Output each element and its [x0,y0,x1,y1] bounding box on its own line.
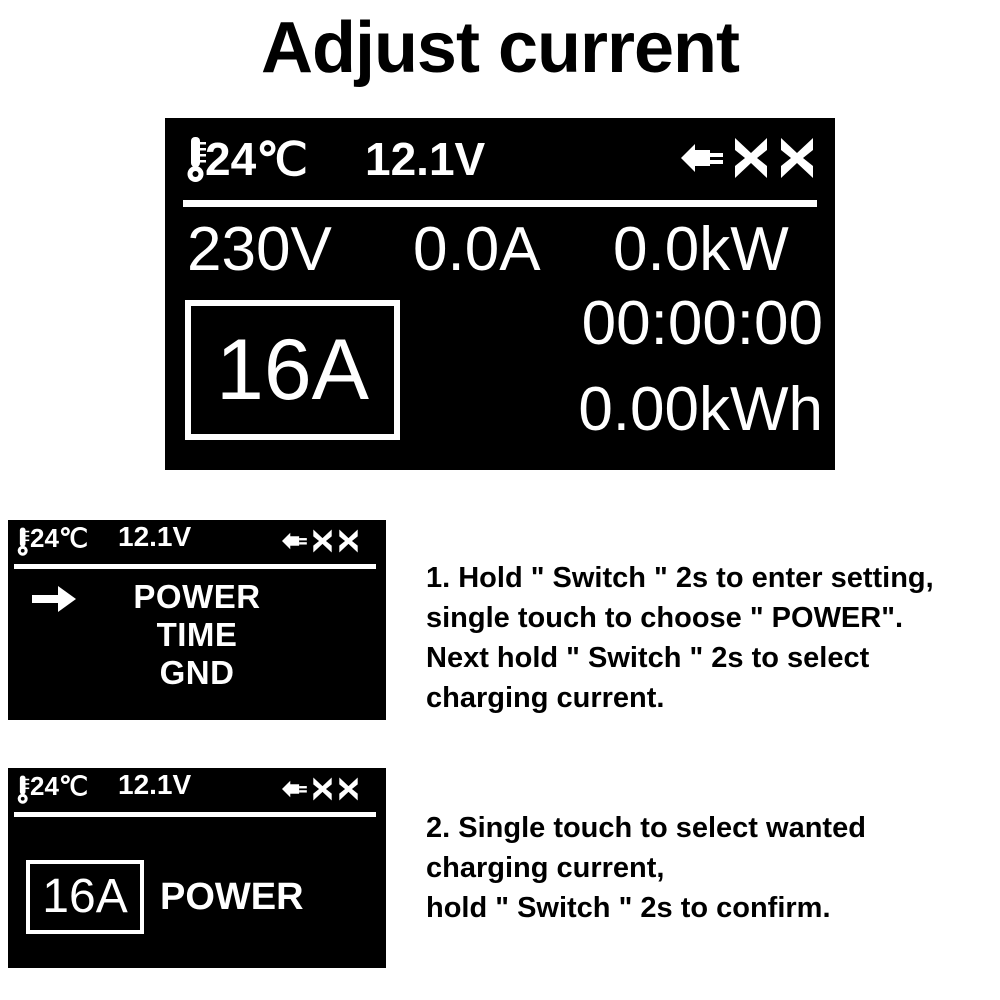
cross-icon [311,528,334,554]
cross-icon [337,528,360,554]
menu-temperature-value: 24℃ [30,523,89,553]
main-readings-row [165,214,835,284]
confirm-supply-voltage-value: 12.1V [118,769,192,800]
menu-item-list [8,578,386,692]
plug-icon [282,529,308,553]
main-status-icons [681,136,817,180]
confirm-status-bar [8,768,386,810]
menu-divider [14,564,376,569]
confirm-divider [14,812,376,817]
menu-item-time[interactable]: TIME [156,616,238,653]
instruction-line: Next hold " Switch " 2s to select [426,642,870,674]
instruction-line: charging current. [426,682,665,714]
instruction-step-2 [426,808,986,928]
cross-icon [777,136,817,180]
main-lcd-display [165,118,835,470]
menu-status-bar [8,520,386,562]
instruction-line: single touch to choose " POWER". [426,602,904,634]
menu-item-power[interactable]: POWER [133,578,261,615]
confirm-mode-label: POWER [160,876,304,918]
cross-icon [311,776,334,802]
main-status-bar [165,118,835,196]
instruction-line: charging current, [426,852,665,884]
main-selected-current-value: 16A [215,322,370,418]
plug-icon [681,138,725,178]
menu-status-icons [282,528,360,554]
instruction-line: hold " Switch " 2s to confirm. [426,892,831,924]
instruction-line: 1. Hold " Switch " 2s to enter setting, [426,562,934,594]
main-temperature-value: 24℃ [205,133,308,185]
instruction-step-1 [426,558,996,718]
menu-lcd-display [8,520,386,720]
instruction-line: 2. Single touch to select wanted [426,812,866,844]
main-supply-voltage-value: 12.1V [365,133,486,185]
main-current-value: 0.0A [413,215,541,284]
main-timer-value: 00:00:00 [581,289,823,358]
menu-supply-voltage-value: 12.1V [118,521,192,552]
confirm-temperature-value: 24℃ [30,771,89,801]
main-energy-value: 0.00kWh [578,375,823,444]
thermometer-icon [16,527,30,557]
confirm-selected-current-value: 16A [42,870,128,923]
thermometer-icon [185,136,207,184]
menu-item-gnd[interactable]: GND [159,654,235,691]
confirm-selected-current-box[interactable] [26,860,144,934]
cross-icon [337,776,360,802]
thermometer-icon [16,775,30,805]
plug-icon [282,777,308,801]
main-divider [183,200,817,207]
confirm-lcd-display [8,768,386,968]
main-power-value: 0.0kW [613,215,789,284]
cross-icon [731,136,771,180]
page-title: Adjust current [260,8,740,88]
main-selected-current-box[interactable] [185,300,400,440]
confirm-status-icons [282,776,360,802]
main-line-voltage-value: 230V [187,215,332,284]
